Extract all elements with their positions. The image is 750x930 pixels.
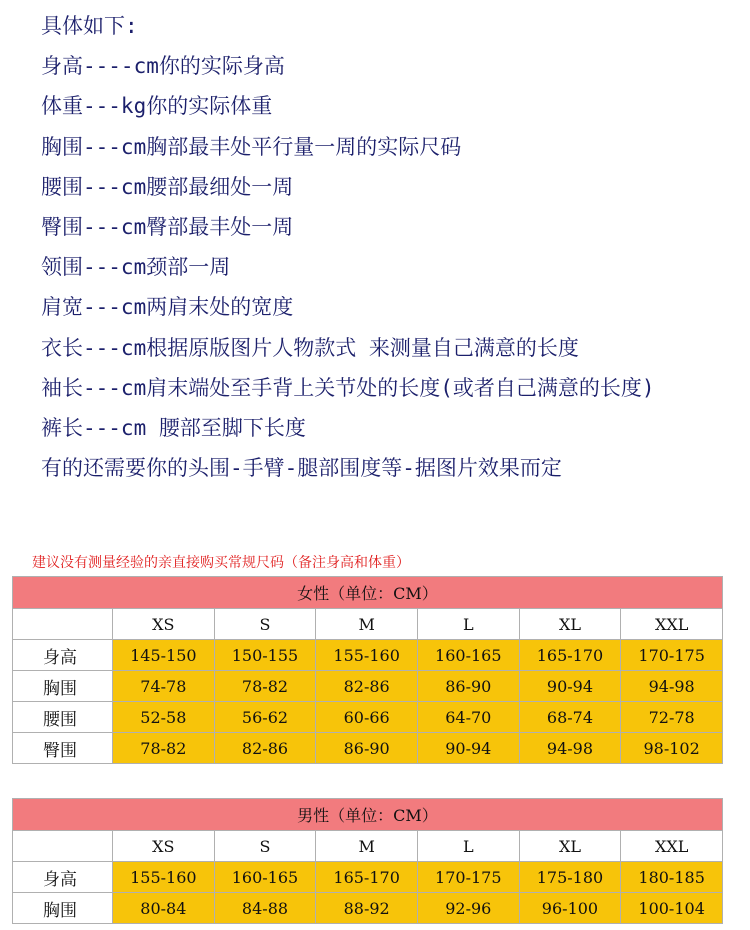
corner-cell (13, 609, 113, 640)
size-header: XXL (621, 831, 723, 862)
row-label: 身高 (13, 862, 113, 893)
size-header: L (417, 831, 519, 862)
size-value: 88-92 (316, 893, 418, 924)
women-size-header-row (13, 609, 723, 640)
size-header: M (316, 609, 418, 640)
size-header: S (214, 609, 316, 640)
men-size-table (12, 798, 723, 924)
instruction-line-hip: 臀围---cm臀部最丰处一周 (41, 214, 294, 239)
size-value: 80-84 (113, 893, 215, 924)
size-header: S (214, 831, 316, 862)
table-row (13, 671, 723, 702)
size-value: 74-78 (113, 671, 215, 702)
size-value: 100-104 (621, 893, 723, 924)
size-value: 94-98 (519, 733, 621, 764)
size-value: 160-165 (214, 862, 316, 893)
size-value: 90-94 (519, 671, 621, 702)
size-value: 165-170 (519, 640, 621, 671)
size-value: 145-150 (113, 640, 215, 671)
size-value: 94-98 (621, 671, 723, 702)
table-row (13, 702, 723, 733)
size-value: 96-100 (519, 893, 621, 924)
size-value: 165-170 (316, 862, 418, 893)
size-header: XXL (621, 609, 723, 640)
instruction-line-neck: 领围---cm颈部一周 (41, 255, 231, 280)
size-value: 86-90 (316, 733, 418, 764)
size-value: 52-58 (113, 702, 215, 733)
instruction-line-shoulder: 肩宽---cm两肩末处的宽度 (41, 295, 294, 320)
size-header: XS (113, 609, 215, 640)
instruction-line-length: 衣长---cm根据原版图片人物款式 来测量自己满意的长度 (41, 335, 579, 360)
instructions-block (41, 6, 655, 488)
instruction-line-height: 身高----cm你的实际身高 (41, 54, 285, 79)
table-row (13, 893, 723, 924)
size-value: 60-66 (316, 702, 418, 733)
table-row (13, 640, 723, 671)
size-header: L (417, 609, 519, 640)
instruction-line-chest: 胸围---cm胸部最丰处平行量一周的实际尺码 (41, 134, 462, 159)
size-value: 64-70 (417, 702, 519, 733)
size-value: 72-78 (621, 702, 723, 733)
size-value: 84-88 (214, 893, 316, 924)
row-label: 胸围 (13, 671, 113, 702)
size-value: 86-90 (417, 671, 519, 702)
row-label: 腰围 (13, 702, 113, 733)
size-value: 92-96 (417, 893, 519, 924)
instruction-line-weight: 体重---kg你的实际体重 (41, 94, 273, 119)
size-value: 170-175 (417, 862, 519, 893)
men-size-header-row (13, 831, 723, 862)
instruction-line-sleeve: 袖长---cm肩末端处至手背上关节处的长度(或者自己满意的长度) (41, 375, 655, 400)
women-size-table (12, 576, 723, 764)
size-value: 155-160 (316, 640, 418, 671)
size-value: 98-102 (621, 733, 723, 764)
size-value: 56-62 (214, 702, 316, 733)
size-value: 82-86 (316, 671, 418, 702)
table-row (13, 862, 723, 893)
size-value: 150-155 (214, 640, 316, 671)
size-value: 68-74 (519, 702, 621, 733)
size-header: XS (113, 831, 215, 862)
corner-cell (13, 831, 113, 862)
instructions-heading: 具体如下: (41, 14, 138, 38)
size-value: 78-82 (113, 733, 215, 764)
row-label: 身高 (13, 640, 113, 671)
size-value: 155-160 (113, 862, 215, 893)
instruction-line-waist: 腰围---cm腰部最细处一周 (41, 174, 294, 199)
row-label: 胸围 (13, 893, 113, 924)
size-header: M (316, 831, 418, 862)
women-table-title: 女性（单位：CM） (13, 577, 723, 609)
size-value: 180-185 (621, 862, 723, 893)
table-row (13, 733, 723, 764)
size-value: 170-175 (621, 640, 723, 671)
size-value: 82-86 (214, 733, 316, 764)
size-value: 175-180 (519, 862, 621, 893)
size-value: 90-94 (417, 733, 519, 764)
size-header: XL (519, 831, 621, 862)
size-advice-notice: 建议没有测量经验的亲直接购买常规尺码（备注身高和体重） (32, 555, 410, 571)
instruction-line-pants: 裤长---cm 腰部至脚下长度 (41, 415, 306, 440)
row-label: 臀围 (13, 733, 113, 764)
size-value: 78-82 (214, 671, 316, 702)
size-value: 160-165 (417, 640, 519, 671)
size-header: XL (519, 609, 621, 640)
instruction-line-other: 有的还需要你的头围-手臂-腿部围度等-据图片效果而定 (41, 456, 562, 481)
men-table-title: 男性（单位：CM） (13, 799, 723, 831)
